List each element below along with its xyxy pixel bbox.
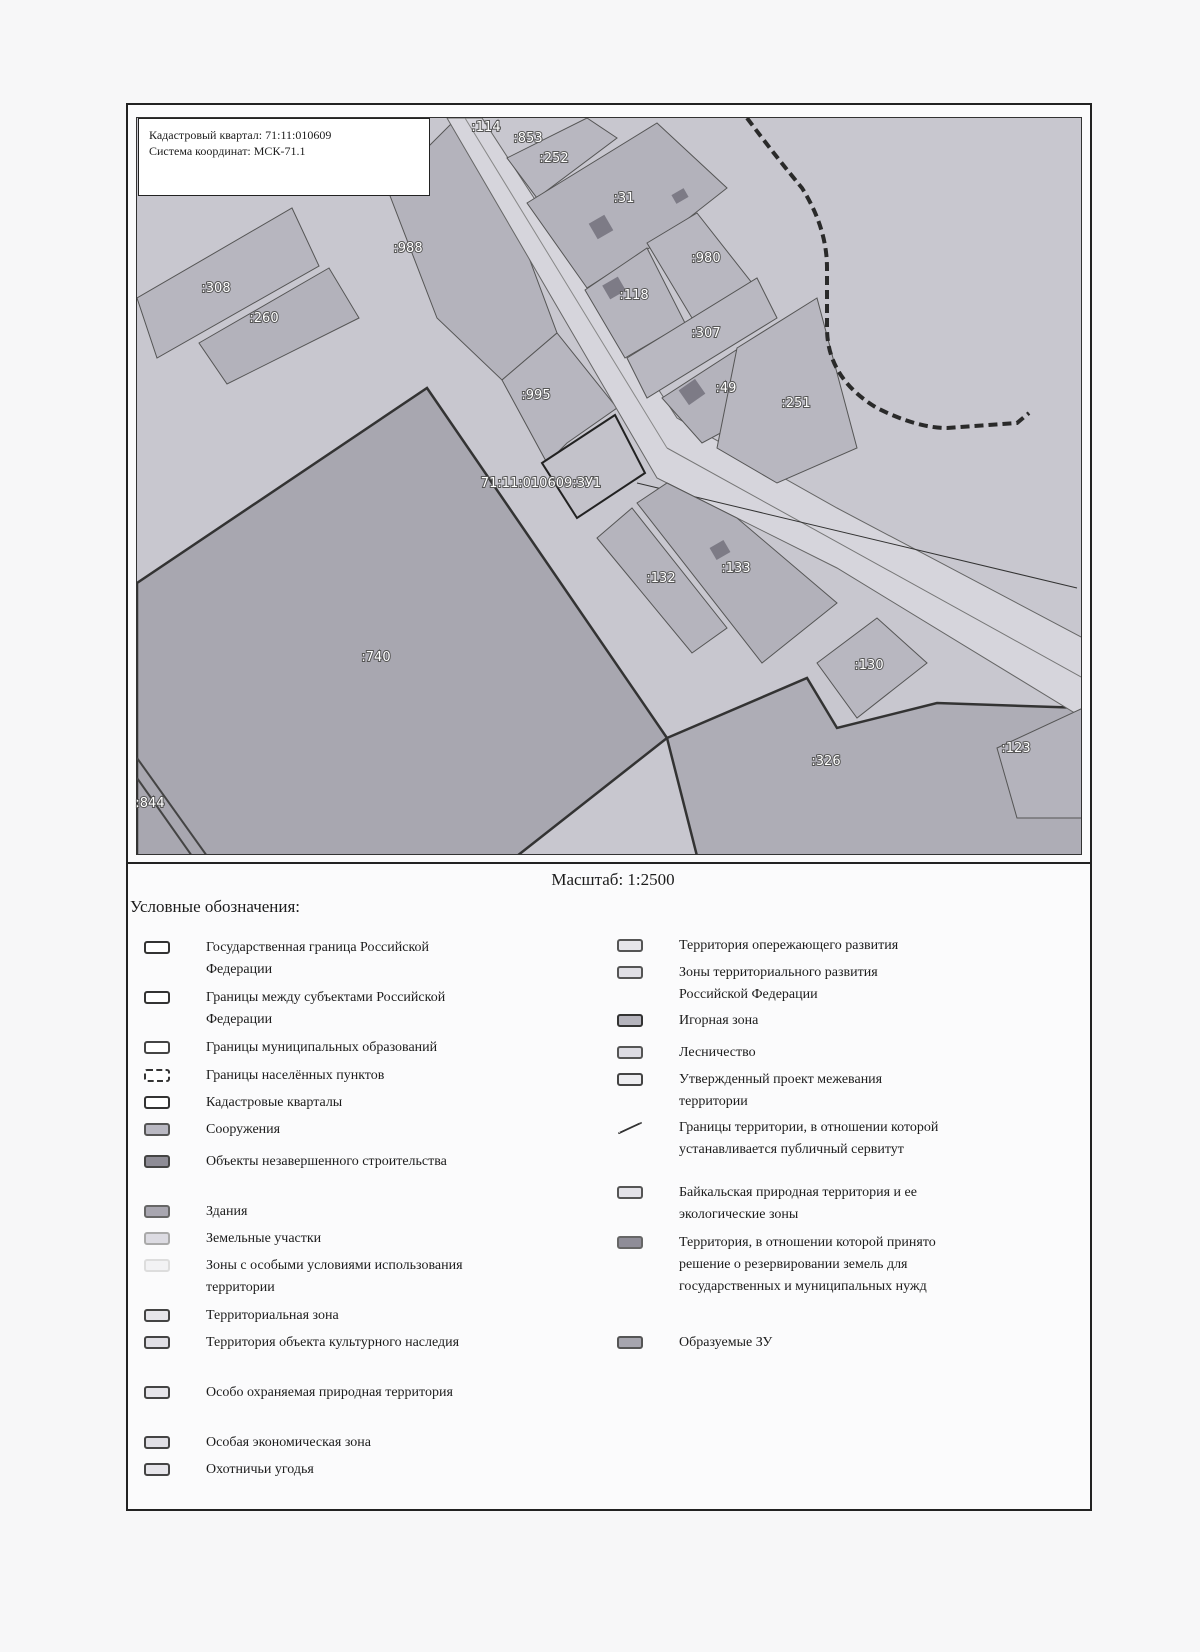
legend-swatch — [617, 1014, 643, 1027]
legend-label: Территория опережающего развития — [679, 938, 899, 953]
map-label: 71:11:010609:ЗУ1 — [480, 476, 602, 491]
legend-label: Байкальская природная территория и ее экологические зоны — [679, 1185, 917, 1222]
map-label: :49 — [715, 381, 737, 396]
legend-swatch — [617, 1236, 643, 1249]
map-label: :123 — [1001, 741, 1031, 756]
legend-swatch — [144, 1232, 170, 1245]
map-label: :740 — [361, 650, 391, 665]
map-divider — [126, 862, 1092, 864]
legend-swatch — [144, 1336, 170, 1349]
legend-swatch — [617, 1046, 643, 1059]
info-box — [138, 118, 430, 196]
map-label: :995 — [521, 388, 551, 403]
legend-swatch — [144, 1463, 170, 1476]
legend-label: Объекты незавершенного строительства — [206, 1154, 447, 1169]
legend-swatch — [617, 1336, 643, 1349]
legend-swatch — [144, 1386, 170, 1399]
legend-label: Игорная зона — [679, 1013, 759, 1028]
legend-label: Границы муниципальных образований — [206, 1040, 438, 1055]
map-label: :114 — [471, 120, 501, 135]
legend-swatch — [144, 1096, 170, 1109]
legend-label: Особая экономическая зона — [206, 1435, 371, 1450]
map-label: :31 — [613, 191, 635, 206]
legend-swatch — [144, 941, 170, 954]
quarter-label: Кадастровый квартал: 71:11:010609 — [149, 128, 332, 142]
legend-label: Сооружения — [206, 1122, 281, 1137]
legend-swatch — [144, 1123, 170, 1136]
legend-label: Территория, в отношении которой принято решение о резервировании земель для государственных и муниципальных нужд — [679, 1235, 936, 1294]
legend-label: Охотничьи угодья — [206, 1462, 314, 1477]
legend-label: Лесничество — [679, 1045, 756, 1060]
legend-label: Границы между субъектами Российской Федерации — [206, 990, 446, 1027]
scale-label: Масштаб: 1:2500 — [551, 870, 675, 889]
legend-label: Образуемые ЗУ — [679, 1335, 773, 1350]
legend-swatch — [144, 1259, 170, 1272]
map-label: :307 — [691, 326, 721, 341]
legend-label: Территория объекта культурного наследия — [206, 1335, 460, 1350]
map-label: :132 — [646, 571, 676, 586]
map-label: :133 — [721, 561, 751, 576]
legend-label: Границы населённых пунктов — [206, 1068, 385, 1083]
legend-swatch — [144, 991, 170, 1004]
map-label: :844 — [135, 796, 165, 811]
legend-label: Особо охраняемая природная территория — [206, 1385, 453, 1400]
legend-swatch — [617, 1186, 643, 1199]
map-label: :980 — [691, 251, 721, 266]
map-label: :260 — [249, 311, 279, 326]
map-label: :252 — [539, 151, 569, 166]
map-labels — [136, 117, 1082, 855]
map-label: :853 — [513, 131, 543, 146]
legend-swatch — [144, 1205, 170, 1218]
legend-swatch — [144, 1069, 170, 1082]
crs-label: Система координат: МСК-71.1 — [149, 144, 306, 158]
legend-swatch — [617, 939, 643, 952]
map-label: :326 — [811, 754, 841, 769]
legend-label: Земельные участки — [206, 1231, 322, 1246]
legend-label: Кадастровые кварталы — [206, 1095, 343, 1110]
map-label: :251 — [781, 396, 811, 411]
legend-label: Зоны с особыми условиями использования территории — [206, 1258, 463, 1295]
legend-swatch — [617, 966, 643, 979]
legend-swatch — [144, 1309, 170, 1322]
legend-swatch — [144, 1436, 170, 1449]
legend-swatch — [617, 1073, 643, 1086]
legend-label: Утвержденный проект межевания территории — [679, 1072, 883, 1109]
legend-label: Зоны территориального развития Российской Федерации — [679, 965, 878, 1002]
legend-title: Условные обозначения: — [130, 897, 301, 916]
legend-swatch — [144, 1041, 170, 1054]
legend-label: Границы территории, в отношении которой устанавливается публичный сервитут — [679, 1120, 939, 1157]
legend-label: Территориальная зона — [206, 1308, 339, 1323]
legend-label: Здания — [206, 1204, 248, 1219]
map-label: :118 — [619, 288, 649, 303]
map-label: :988 — [393, 241, 423, 256]
map-label: :130 — [854, 658, 884, 673]
map-label: :308 — [201, 281, 231, 296]
legend-swatch — [144, 1155, 170, 1168]
legend-label: Государственная граница Российской Федерации — [206, 940, 430, 977]
